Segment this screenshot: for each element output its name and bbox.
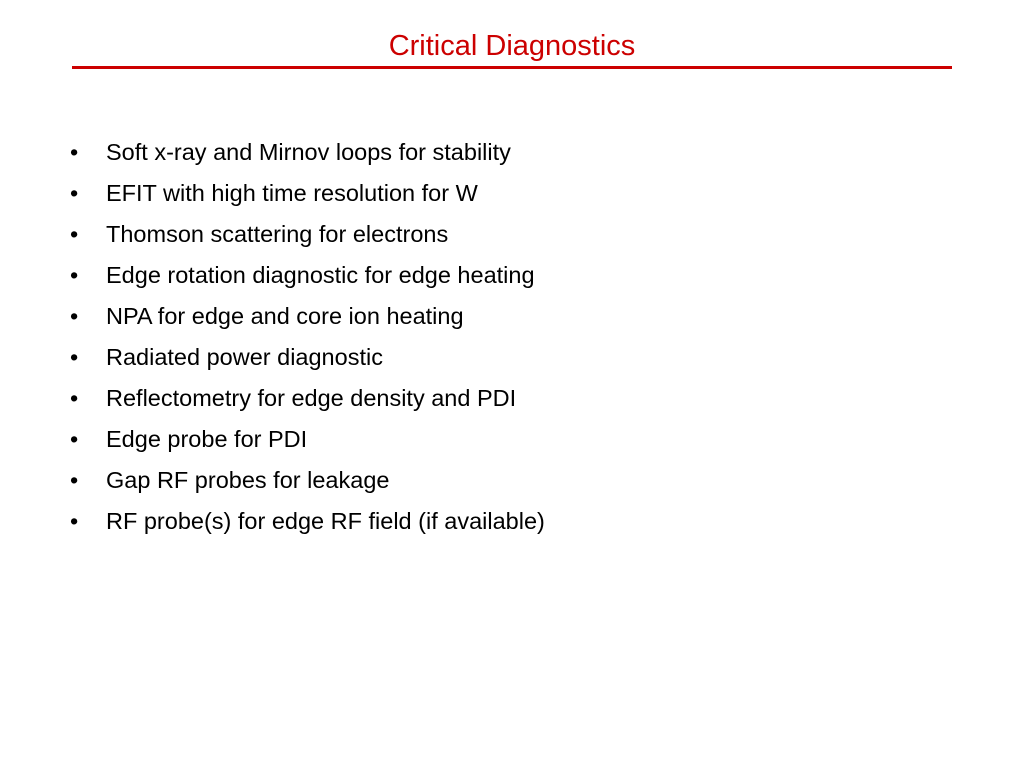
bullet-text: Edge probe for PDI [106,426,308,452]
bullet-icon: • [70,385,79,411]
bullet-icon: • [70,262,79,288]
slide-title: Critical Diagnostics [388,30,636,62]
bullet-text: Edge rotation diagnostic for edge heating [106,262,535,288]
bullet-text: Radiated power diagnostic [106,344,383,370]
bullet-text: Thomson scattering for electrons [106,221,449,247]
title-underline [72,66,952,69]
bullet-text: RF probe(s) for edge RF field (if available) [106,508,545,534]
bullet-icon: • [70,303,79,329]
bullet-text: Soft x-ray and Mirnov loops for stability [106,139,511,165]
bullet-icon: • [70,221,79,247]
bullet-icon: • [70,467,79,493]
bullet-icon: • [70,426,79,452]
bullet-icon: • [70,139,79,165]
bullet-icon: • [70,180,79,206]
bullet-icon: • [70,508,79,534]
bullet-text: NPA for edge and core ion heating [106,303,464,329]
bullet-icon: • [70,344,79,370]
bullet-text: EFIT with high time resolution for W [106,180,478,206]
bullet-text: Reflectometry for edge density and PDI [106,385,517,411]
bullet-text: Gap RF probes for leakage [106,467,390,493]
